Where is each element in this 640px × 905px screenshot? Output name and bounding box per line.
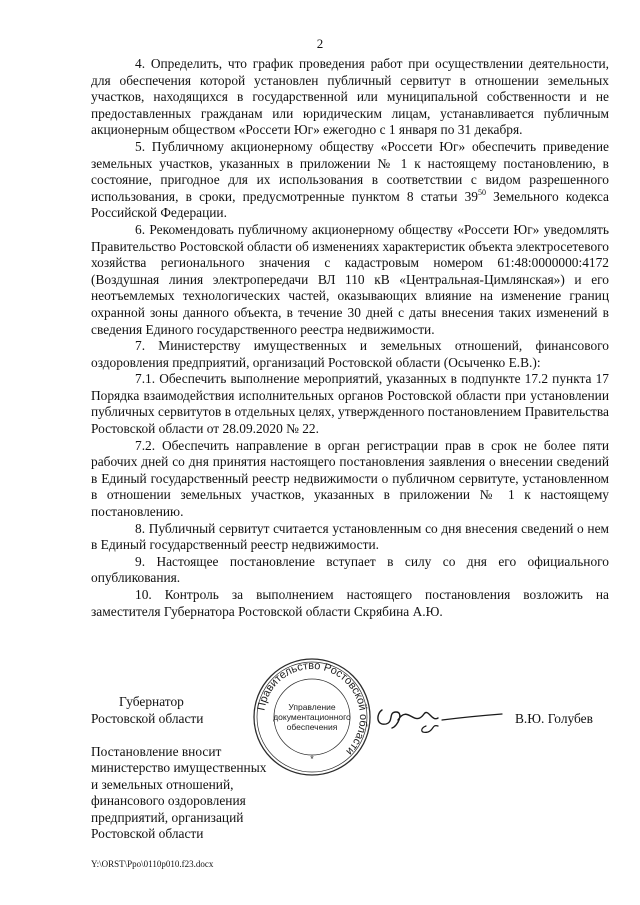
signatory-name: В.Ю. Голубев	[515, 711, 593, 726]
note-line: Постановление вносит	[91, 744, 222, 759]
signatory-title: Губернатор	[119, 694, 184, 709]
paragraph-5-tail: Земельного кодекса Российской Федерации.	[91, 188, 609, 221]
seal-center-line-2: документационного	[273, 712, 351, 722]
paragraph-5-text: 5. Публичному акционерному обществу «Россети Юг» обеспечить приведение земельных участков, указанных в приложении № 1 к настоящему постановлению, в состояние, пригодное для их использования в соответствии с видом разрешенного использования, в сроки, предусмотренные пунктом 8 статьи 39	[91, 138, 609, 204]
page-number: 2	[316, 36, 324, 51]
paragraph-7-1: 7.1. Обеспечить выполнение мероприятий, указанных в подпункте 17.2 пункта 17 Порядка взаимодействия исполнительных органов Ростовской области при установлении публичных сервитутов в отдельных целях, утвержденного постановлением Правительства Ростовской области от 28.09.2020 № 22.	[91, 371, 609, 437]
paragraph-8: 8. Публичный сервитут считается установленным со дня внесения сведений о нем в Единый государственный реестр недвижимости.	[91, 520, 609, 553]
seal-center-line-3: обеспечения	[286, 722, 338, 732]
paragraph-6: 6. Рекомендовать публичному акционерному обществу «Россети Юг» уведомлять Правительство Ростовской области об изменениях характеристик объекта электросетевого хозяйства регионального значения с кадастровым номером 61:48:0000000:4172 (Воздушная линия электропередачи ВЛ 110 кВ «Центральная-Цимлянская») и его неотъемлемых технологических частей, оказывающих влияние на изменение границ охранной зоны данного объекта, в течение 30 дней с даты внесения таких изменений в сведения Единого государственного реестра недвижимости.	[91, 221, 609, 337]
seal-center-line-1: Управление	[288, 702, 336, 712]
seal-ring-text: Правительство Ростовской области	[255, 659, 370, 758]
seal-star-icon: *	[310, 754, 314, 764]
paragraph-10: 10. Контроль за выполнением настоящего постановления возложить на заместителя Губернатора Ростовской области Скрябина А.Ю.	[91, 587, 609, 619]
file-path-footer: Y:\ORST\Ppo\0110p010.f23.docx	[91, 859, 214, 869]
submitted-by-note	[91, 744, 266, 842]
document-body	[91, 56, 609, 620]
paragraph-5-superscript: 50	[477, 187, 486, 197]
paragraph-4: 4. Определить, что график проведения работ при осуществлении деятельности, для обеспечения которой установлен публичный сервитут в отношении земельных участков, находящихся в государственной или муниципальной собственности и не предоставленных гражданам или юридическим лицам, устанавливается публичным акционерным обществом «Россети Юг» ежегодно с 1 января по 31 декабря.	[91, 56, 609, 138]
paragraph-9: 9. Настоящее постановление вступает в силу со дня его официального опубликования.	[91, 553, 609, 586]
note-line: финансового оздоровления	[91, 793, 246, 809]
note-line: и земельных отношений,	[91, 776, 234, 792]
signatory-region: Ростовской области	[91, 710, 204, 726]
note-line: предприятий, организаций	[91, 809, 244, 825]
signatory-position	[91, 694, 203, 727]
official-seal	[251, 656, 373, 778]
paragraph-7-2: 7.2. Обеспечить направление в орган регистрации прав в срок не более пяти рабочих дней со дня принятия настоящего постановления заявления о внесении сведений в Единый государственный реестр недвижимости о публичном сервитуте, установленном в отношении земельных участков, указанных в приложении № 1 к настоящему постановлению.	[91, 437, 609, 520]
note-line: Ростовской области	[91, 826, 204, 842]
paragraph-5	[91, 139, 609, 222]
note-line: министерство имущественных	[91, 760, 267, 776]
handwritten-signature	[368, 700, 508, 740]
paragraph-7: 7. Министерству имущественных и земельных отношений, финансового оздоровления предприятий, организаций Ростовской области (Осыченко Е.В.):	[91, 338, 609, 370]
